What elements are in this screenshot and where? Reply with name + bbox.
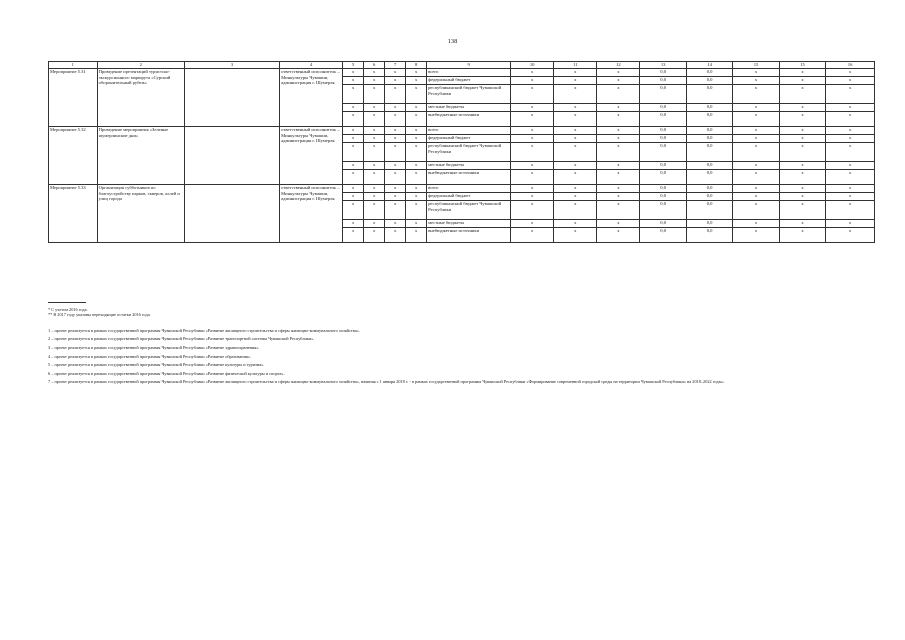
code-cell: x — [385, 77, 406, 85]
value-cell: x — [826, 201, 875, 220]
value-cell: x — [826, 185, 875, 193]
value-cell: x — [554, 104, 597, 112]
value-cell: x — [779, 201, 825, 220]
value-cell: x — [554, 162, 597, 170]
code-cell: x — [364, 170, 385, 185]
code-cell: x — [406, 162, 427, 170]
code-cell: x — [364, 143, 385, 162]
value-cell: x — [826, 104, 875, 112]
value-cell: x — [597, 193, 640, 201]
code-cell: x — [343, 220, 364, 228]
value-cell: 0,0 — [686, 112, 732, 127]
value-cell: 0,0 — [686, 104, 732, 112]
code-cell: x — [385, 104, 406, 112]
value-cell: x — [779, 112, 825, 127]
footnote: * С учетом 2016 года. — [48, 307, 88, 312]
code-cell: x — [343, 185, 364, 193]
value-cell: 0,0 — [640, 127, 686, 135]
value-cell: 0,0 — [640, 170, 686, 185]
value-cell: 0,0 — [640, 112, 686, 127]
value-cell: x — [826, 220, 875, 228]
code-cell: x — [385, 170, 406, 185]
code-cell: x — [343, 135, 364, 143]
value-cell: x — [826, 193, 875, 201]
code-cell: x — [406, 170, 427, 185]
value-cell: 0,0 — [686, 69, 732, 77]
value-cell: x — [511, 127, 554, 135]
code-cell: x — [364, 162, 385, 170]
code-cell: x — [406, 77, 427, 85]
value-cell: x — [554, 220, 597, 228]
value-cell: x — [779, 143, 825, 162]
page-number: 138 — [447, 38, 458, 45]
funding-source: федеральный бюджет — [427, 135, 511, 143]
value-cell: x — [779, 162, 825, 170]
value-cell: x — [511, 228, 554, 243]
value-cell: 0,0 — [640, 77, 686, 85]
value-cell: 0,0 — [640, 104, 686, 112]
note-item: 4 – проект реализуется в рамках государственной программы Чувашской Республики «Развитие образования». — [48, 353, 252, 359]
code-cell: x — [406, 220, 427, 228]
code-cell: x — [406, 193, 427, 201]
value-cell: x — [826, 170, 875, 185]
value-cell: x — [597, 77, 640, 85]
value-cell: x — [511, 162, 554, 170]
column-number: 15 — [733, 62, 779, 69]
value-cell: x — [779, 193, 825, 201]
funding-source: внебюджетные источники — [427, 228, 511, 243]
column-number: 15 — [779, 62, 825, 69]
value-cell: x — [779, 228, 825, 243]
note-item: 3 – проект реализуется в рамках государственной программы Чувашской Республики «Развитие здравоохранения». — [48, 345, 260, 350]
event-number: Мероприятие 5.31 — [49, 69, 98, 127]
code-cell: x — [343, 112, 364, 127]
code-cell: x — [364, 112, 385, 127]
column-number: 6 — [364, 62, 385, 69]
value-cell: x — [733, 69, 779, 77]
value-cell: x — [826, 127, 875, 135]
value-cell: x — [511, 69, 554, 77]
value-cell: 0,0 — [686, 228, 732, 243]
code-cell: x — [343, 85, 364, 104]
value-cell: x — [597, 220, 640, 228]
value-cell: x — [733, 112, 779, 127]
code-cell: x — [364, 185, 385, 193]
value-cell: x — [733, 185, 779, 193]
value-cell: x — [511, 170, 554, 185]
code-cell: x — [343, 228, 364, 243]
value-cell: x — [733, 193, 779, 201]
value-cell: x — [733, 143, 779, 162]
column-number: 9 — [427, 62, 511, 69]
code-cell: x — [406, 185, 427, 193]
value-cell: 0,0 — [686, 85, 732, 104]
value-cell: 0,0 — [640, 185, 686, 193]
value-cell: x — [779, 77, 825, 85]
event-name: Организация субботников по благоустройству парков, скверов, аллей и улиц города — [97, 185, 184, 243]
value-cell: 0,0 — [686, 135, 732, 143]
value-cell: x — [826, 85, 875, 104]
footnote: ** В 2017 году указаны переходящие остатки 2016 года. — [48, 312, 151, 318]
value-cell: x — [597, 170, 640, 185]
value-cell: 0,0 — [686, 185, 732, 193]
value-cell: x — [826, 228, 875, 243]
value-cell: x — [554, 77, 597, 85]
value-cell: x — [554, 228, 597, 243]
funding-source: местные бюджеты — [427, 104, 511, 112]
value-cell: x — [554, 69, 597, 77]
code-cell: x — [385, 201, 406, 220]
value-cell: x — [779, 220, 825, 228]
value-cell: x — [554, 170, 597, 185]
code-cell: x — [385, 112, 406, 127]
note-item: 6 – проект реализуется в рамках государственной программы Чувашской Республики «Развитие физической культуры и спорта». — [48, 370, 285, 376]
code-cell: x — [406, 85, 427, 104]
value-cell: x — [511, 193, 554, 201]
code-cell: x — [364, 228, 385, 243]
column-number: 14 — [686, 62, 732, 69]
column-number: 5 — [343, 62, 364, 69]
code-cell: x — [343, 127, 364, 135]
value-cell: x — [511, 185, 554, 193]
value-cell: x — [597, 228, 640, 243]
value-cell: x — [733, 162, 779, 170]
value-cell: x — [597, 201, 640, 220]
value-cell: x — [779, 135, 825, 143]
event-name: Проведение презентаций туристско-экскурсионного маршрута «Сурский оборонительный рубеж» — [97, 69, 184, 127]
value-cell: x — [779, 104, 825, 112]
table-row — [49, 185, 875, 193]
value-cell: 0,0 — [640, 193, 686, 201]
value-cell: x — [554, 112, 597, 127]
column-number: 2 — [97, 62, 184, 69]
value-cell: x — [779, 170, 825, 185]
column-number: 1 — [49, 62, 98, 69]
value-cell: x — [511, 77, 554, 85]
value-cell: x — [826, 69, 875, 77]
code-cell: x — [406, 127, 427, 135]
value-cell: 0,0 — [686, 170, 732, 185]
note-item: 7 – проект реализуется в рамках государственной программы Чувашской Республики «Развитие жилищного строительства и сферы жилищно-коммунального хозяйства», начиная с 1 января 2018 г. - в рамках государственной программы Чувашской Республики «Формирование современной городской среды на территории Чувашской Республики» на 2018–2022 годы». — [48, 379, 725, 385]
value-cell: 0,0 — [640, 85, 686, 104]
table-row — [49, 69, 875, 77]
value-cell: x — [597, 185, 640, 193]
value-cell: x — [779, 85, 825, 104]
code-cell: x — [406, 143, 427, 162]
events-table — [48, 61, 875, 243]
code-cell: x — [343, 69, 364, 77]
event-number: Мероприятие 5.32 — [49, 127, 98, 185]
code-cell: x — [364, 69, 385, 77]
value-cell: x — [733, 85, 779, 104]
value-cell: x — [733, 170, 779, 185]
value-cell: x — [554, 85, 597, 104]
value-cell: 0,0 — [686, 143, 732, 162]
code-cell: x — [385, 220, 406, 228]
value-cell: x — [554, 193, 597, 201]
value-cell: x — [826, 143, 875, 162]
code-cell: x — [385, 193, 406, 201]
value-cell: x — [733, 220, 779, 228]
value-cell: 0,0 — [686, 127, 732, 135]
value-cell: x — [511, 135, 554, 143]
responsible-executor: ответственный исполнитель – Минкультуры Чувашии, администрация г. Шумерля — [280, 69, 343, 127]
code-cell: x — [406, 201, 427, 220]
event-number: Мероприятие 5.33 — [49, 185, 98, 243]
funding-source: федеральный бюджет — [427, 193, 511, 201]
code-cell: x — [406, 69, 427, 77]
value-cell: 0,0 — [640, 143, 686, 162]
code-cell: x — [385, 185, 406, 193]
empty-cell — [184, 69, 279, 127]
value-cell: x — [511, 85, 554, 104]
value-cell: x — [826, 112, 875, 127]
value-cell: x — [733, 135, 779, 143]
responsible-executor: ответственный исполнитель – Минкультуры Чувашии, администрация г. Шумерля — [280, 185, 343, 243]
code-cell: x — [343, 77, 364, 85]
code-cell: x — [364, 104, 385, 112]
funding-source: местные бюджеты — [427, 162, 511, 170]
value-cell: x — [597, 85, 640, 104]
code-cell: x — [364, 135, 385, 143]
code-cell: x — [385, 85, 406, 104]
value-cell: x — [826, 77, 875, 85]
code-cell: x — [385, 135, 406, 143]
code-cell: x — [385, 69, 406, 77]
code-cell: x — [343, 104, 364, 112]
code-cell: x — [343, 201, 364, 220]
code-cell: x — [406, 135, 427, 143]
code-cell: x — [343, 193, 364, 201]
value-cell: 0,0 — [640, 162, 686, 170]
code-cell: x — [364, 127, 385, 135]
value-cell: x — [511, 112, 554, 127]
funding-source: внебюджетные источники — [427, 112, 511, 127]
value-cell: x — [511, 104, 554, 112]
funding-source: всего — [427, 185, 511, 193]
code-cell: x — [343, 143, 364, 162]
code-cell: x — [343, 170, 364, 185]
table-row — [49, 127, 875, 135]
column-number: 7 — [385, 62, 406, 69]
code-cell: x — [364, 201, 385, 220]
code-cell: x — [364, 85, 385, 104]
note-item: 5 – проект реализуется в рамках государственной программы Чувашской Республики «Развитие культуры и туризма». — [48, 362, 265, 368]
value-cell: x — [597, 112, 640, 127]
funding-source: федеральный бюджет — [427, 77, 511, 85]
code-cell: x — [385, 127, 406, 135]
code-cell: x — [385, 162, 406, 170]
value-cell: 0,0 — [686, 77, 732, 85]
column-number-row — [49, 62, 875, 69]
funding-source: всего — [427, 69, 511, 77]
value-cell: 0,0 — [640, 69, 686, 77]
funding-source: республиканский бюджет Чувашской Республики — [427, 143, 511, 162]
responsible-executor: ответственный исполнитель – Минкультуры Чувашии, администрация г. Шумерля — [280, 127, 343, 185]
code-cell: x — [385, 228, 406, 243]
funding-source: местные бюджеты — [427, 220, 511, 228]
empty-cell — [184, 127, 279, 185]
value-cell: 0,0 — [686, 220, 732, 228]
value-cell: x — [597, 104, 640, 112]
value-cell: x — [733, 228, 779, 243]
column-number: 4 — [280, 62, 343, 69]
value-cell: x — [779, 185, 825, 193]
value-cell: x — [554, 135, 597, 143]
code-cell: x — [343, 162, 364, 170]
value-cell: x — [597, 69, 640, 77]
value-cell: 0,0 — [640, 220, 686, 228]
code-cell: x — [364, 193, 385, 201]
code-cell: x — [364, 220, 385, 228]
funding-source: всего — [427, 127, 511, 135]
value-cell: x — [554, 201, 597, 220]
funding-source: республиканский бюджет Чувашской Республики — [427, 201, 511, 220]
value-cell: 0,0 — [686, 162, 732, 170]
column-number: 12 — [597, 62, 640, 69]
value-cell: x — [733, 77, 779, 85]
value-cell: 0,0 — [640, 228, 686, 243]
value-cell: x — [826, 162, 875, 170]
code-cell: x — [406, 104, 427, 112]
value-cell: x — [554, 185, 597, 193]
value-cell: 0,0 — [640, 135, 686, 143]
value-cell: x — [554, 127, 597, 135]
column-number: 8 — [406, 62, 427, 69]
value-cell: x — [597, 135, 640, 143]
column-number: 3 — [184, 62, 279, 69]
note-item: 2 – проект реализуется в рамках государственной программы Чувашской Республики «Развитие транспортной системы Чувашской Республики». — [48, 336, 315, 342]
value-cell: x — [733, 104, 779, 112]
value-cell: x — [511, 201, 554, 220]
value-cell: x — [597, 162, 640, 170]
column-number: 11 — [554, 62, 597, 69]
value-cell: x — [779, 69, 825, 77]
value-cell: x — [554, 143, 597, 162]
value-cell: 0,0 — [686, 193, 732, 201]
notes-section — [48, 302, 878, 388]
footnote-rule — [48, 302, 86, 303]
value-cell: 0,0 — [686, 201, 732, 220]
event-name: Проведение мероприятия «Зеленые шумерлинские дни» — [97, 127, 184, 185]
value-cell: x — [733, 127, 779, 135]
column-number: 10 — [511, 62, 554, 69]
code-cell: x — [364, 77, 385, 85]
code-cell: x — [385, 143, 406, 162]
empty-cell — [184, 185, 279, 243]
value-cell: x — [597, 143, 640, 162]
note-item: 1 – проект реализуется в рамках государственной программы Чувашской Республики «Развитие жилищного строительства и сферы жилищно-коммунального хозяйства». — [48, 327, 360, 333]
value-cell: x — [597, 127, 640, 135]
value-cell: x — [826, 135, 875, 143]
value-cell: 0,0 — [640, 201, 686, 220]
value-cell: x — [733, 201, 779, 220]
value-cell: x — [511, 143, 554, 162]
value-cell: x — [779, 127, 825, 135]
code-cell: x — [406, 228, 427, 243]
funding-source: республиканский бюджет Чувашской Республики — [427, 85, 511, 104]
value-cell: x — [511, 220, 554, 228]
column-number: 16 — [826, 62, 875, 69]
column-number: 13 — [640, 62, 686, 69]
funding-source: внебюджетные источники — [427, 170, 511, 185]
code-cell: x — [406, 112, 427, 127]
